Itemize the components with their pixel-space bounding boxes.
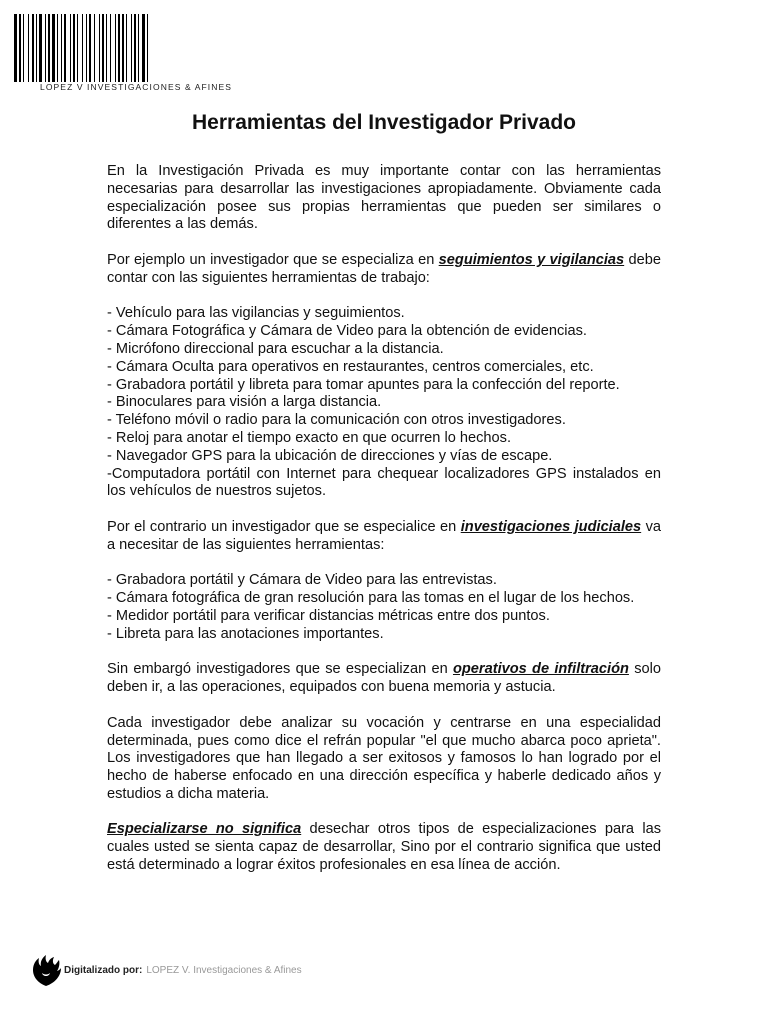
barcode-bar	[134, 14, 136, 82]
barcode-bar	[126, 14, 127, 82]
specialize-paragraph	[107, 821, 661, 874]
judicial-tail: va a necesitar de las siguientes herramientas:	[107, 518, 661, 553]
list-item: - Binoculares para visión a larga distancia.	[107, 394, 382, 411]
barcode-bar	[115, 14, 116, 82]
list-item: - Reloj para anotar el tiempo exacto en que ocurren lo hechos.	[107, 429, 512, 446]
surveillance-tools-list	[107, 305, 661, 501]
barcode-bar	[32, 14, 34, 82]
list-item: - Teléfono móvil o radio para la comunicación con otros investigadores.	[107, 412, 566, 429]
barcode-bar	[110, 14, 111, 82]
barcode-bar	[70, 14, 71, 82]
barcode-bar	[86, 14, 87, 82]
specialize-highlight: Especializarse no significa	[107, 821, 302, 838]
barcode-bar	[39, 14, 42, 82]
intro-paragraph: En la Investigación Privada es muy importante contar con las herramientas necesarias para desarrollar las investigaciones apropiadamente. Obviamente cada especialización posee sus propias herramientas que pueden ser similares o diferentes a las demás.	[107, 163, 661, 233]
list-item: - Cámara Fotográfica y Cámara de Video para la obtención de evidencias.	[107, 323, 587, 340]
barcode-bar	[94, 14, 95, 82]
infiltration-paragraph	[107, 661, 661, 697]
barcode-bar	[52, 14, 55, 82]
barcode-bar	[14, 14, 17, 82]
barcode-bar	[82, 14, 83, 82]
surveillance-highlight: seguimientos y vigilancias	[438, 251, 625, 268]
list-item: - Grabadora portátil y Cámara de Video para las entrevistas.	[107, 572, 497, 589]
barcode-bar	[147, 14, 148, 82]
barcode-bar	[57, 14, 58, 82]
surveillance-tail: debe contar con las siguientes herramientas de trabajo:	[107, 251, 661, 286]
barcode-bar	[142, 14, 145, 82]
surveillance-lead: Por ejemplo un investigador que se especializa en	[107, 251, 435, 268]
list-item: - Libreta para las anotaciones importantes.	[107, 625, 384, 642]
barcode-bar	[118, 14, 120, 82]
barcode-bar	[99, 14, 100, 82]
barcode-bar	[77, 14, 78, 82]
barcode-bar	[61, 14, 62, 82]
infiltration-lead: Sin embargó investigadores que se especializan en	[107, 661, 448, 678]
barcode-bar	[122, 14, 124, 82]
list-item: - Navegador GPS para la ubicación de direcciones y vías de escape.	[107, 447, 553, 464]
barcode-bar	[131, 14, 132, 82]
infiltration-tail: solo deben ir, a las operaciones, equipados con buena memoria y astucia.	[107, 661, 661, 696]
surveillance-paragraph	[107, 252, 661, 288]
document-title: Herramientas del Investigador Privado	[192, 111, 576, 134]
judicial-lead: Por el contrario un investigador que se especialice en	[107, 518, 457, 535]
list-item: - Vehículo para las vigilancias y seguimientos.	[107, 305, 405, 322]
list-item: - Grabadora portátil y libreta para tomar apuntes para la confección del reporte.	[107, 376, 620, 393]
list-item: - Cámara Oculta para operativos en restaurantes, centros comerciales, etc.	[107, 358, 594, 375]
list-item: - Micrófono direccional para escuchar a la distancia.	[107, 340, 444, 357]
barcode-bar	[89, 14, 91, 82]
barcode-bar	[19, 14, 21, 82]
barcode-bar	[28, 14, 29, 82]
footer	[30, 953, 302, 987]
judicial-paragraph	[107, 519, 661, 555]
footer-org: LOPEZ V. Investigaciones & Afines	[146, 964, 302, 976]
barcode-bar	[138, 14, 139, 82]
phoenix-logo-icon	[30, 953, 62, 987]
list-item: -Computadora portátil con Internet para chequear localizadores GPS instalados en los vehículos de nuestros sujetos.	[107, 465, 661, 500]
vocation-paragraph: Cada investigador debe analizar su vocación y centrarse en una especialidad determinada, pues como dice el refrán popular "el que mucho abarca poco aprieta". Los investigadores que han llegado a ser exitosos y famosos lo han logrado por el hecho de haberse enfocado en una dirección específica y haberle dedicado años y estudios a dicha materia.	[107, 714, 661, 802]
barcode-bar	[106, 14, 107, 82]
list-item: - Cámara fotográfica de gran resolución para las tomas en el lugar de los hechos.	[107, 590, 635, 607]
list-item: - Medidor portátil para verificar distancias métricas entre dos puntos.	[107, 607, 550, 624]
barcode-logo	[14, 14, 242, 82]
barcode-bar	[64, 14, 66, 82]
barcode-caption: LOPEZ V INVESTIGACIONES & AFINES	[40, 82, 233, 92]
barcode-bar	[36, 14, 37, 82]
footer-label: Digitalizado por:	[64, 964, 143, 976]
judicial-highlight: investigaciones judiciales	[460, 518, 642, 535]
barcode-bar	[45, 14, 46, 82]
infiltration-highlight: operativos de infiltración	[452, 661, 629, 678]
barcode-bar	[48, 14, 50, 82]
document-body	[107, 163, 661, 893]
barcode-bar	[23, 14, 24, 82]
specialize-tail: desechar otros tipos de especializaciones para las cuales usted se sienta capaz de desarrollar, Sino por el contrario significa que usted está determinado a lograr éxitos profesionales en esa línea de acción.	[107, 821, 661, 874]
barcode-bar	[102, 14, 104, 82]
barcode-bar	[73, 14, 75, 82]
judicial-tools-list	[107, 572, 661, 643]
